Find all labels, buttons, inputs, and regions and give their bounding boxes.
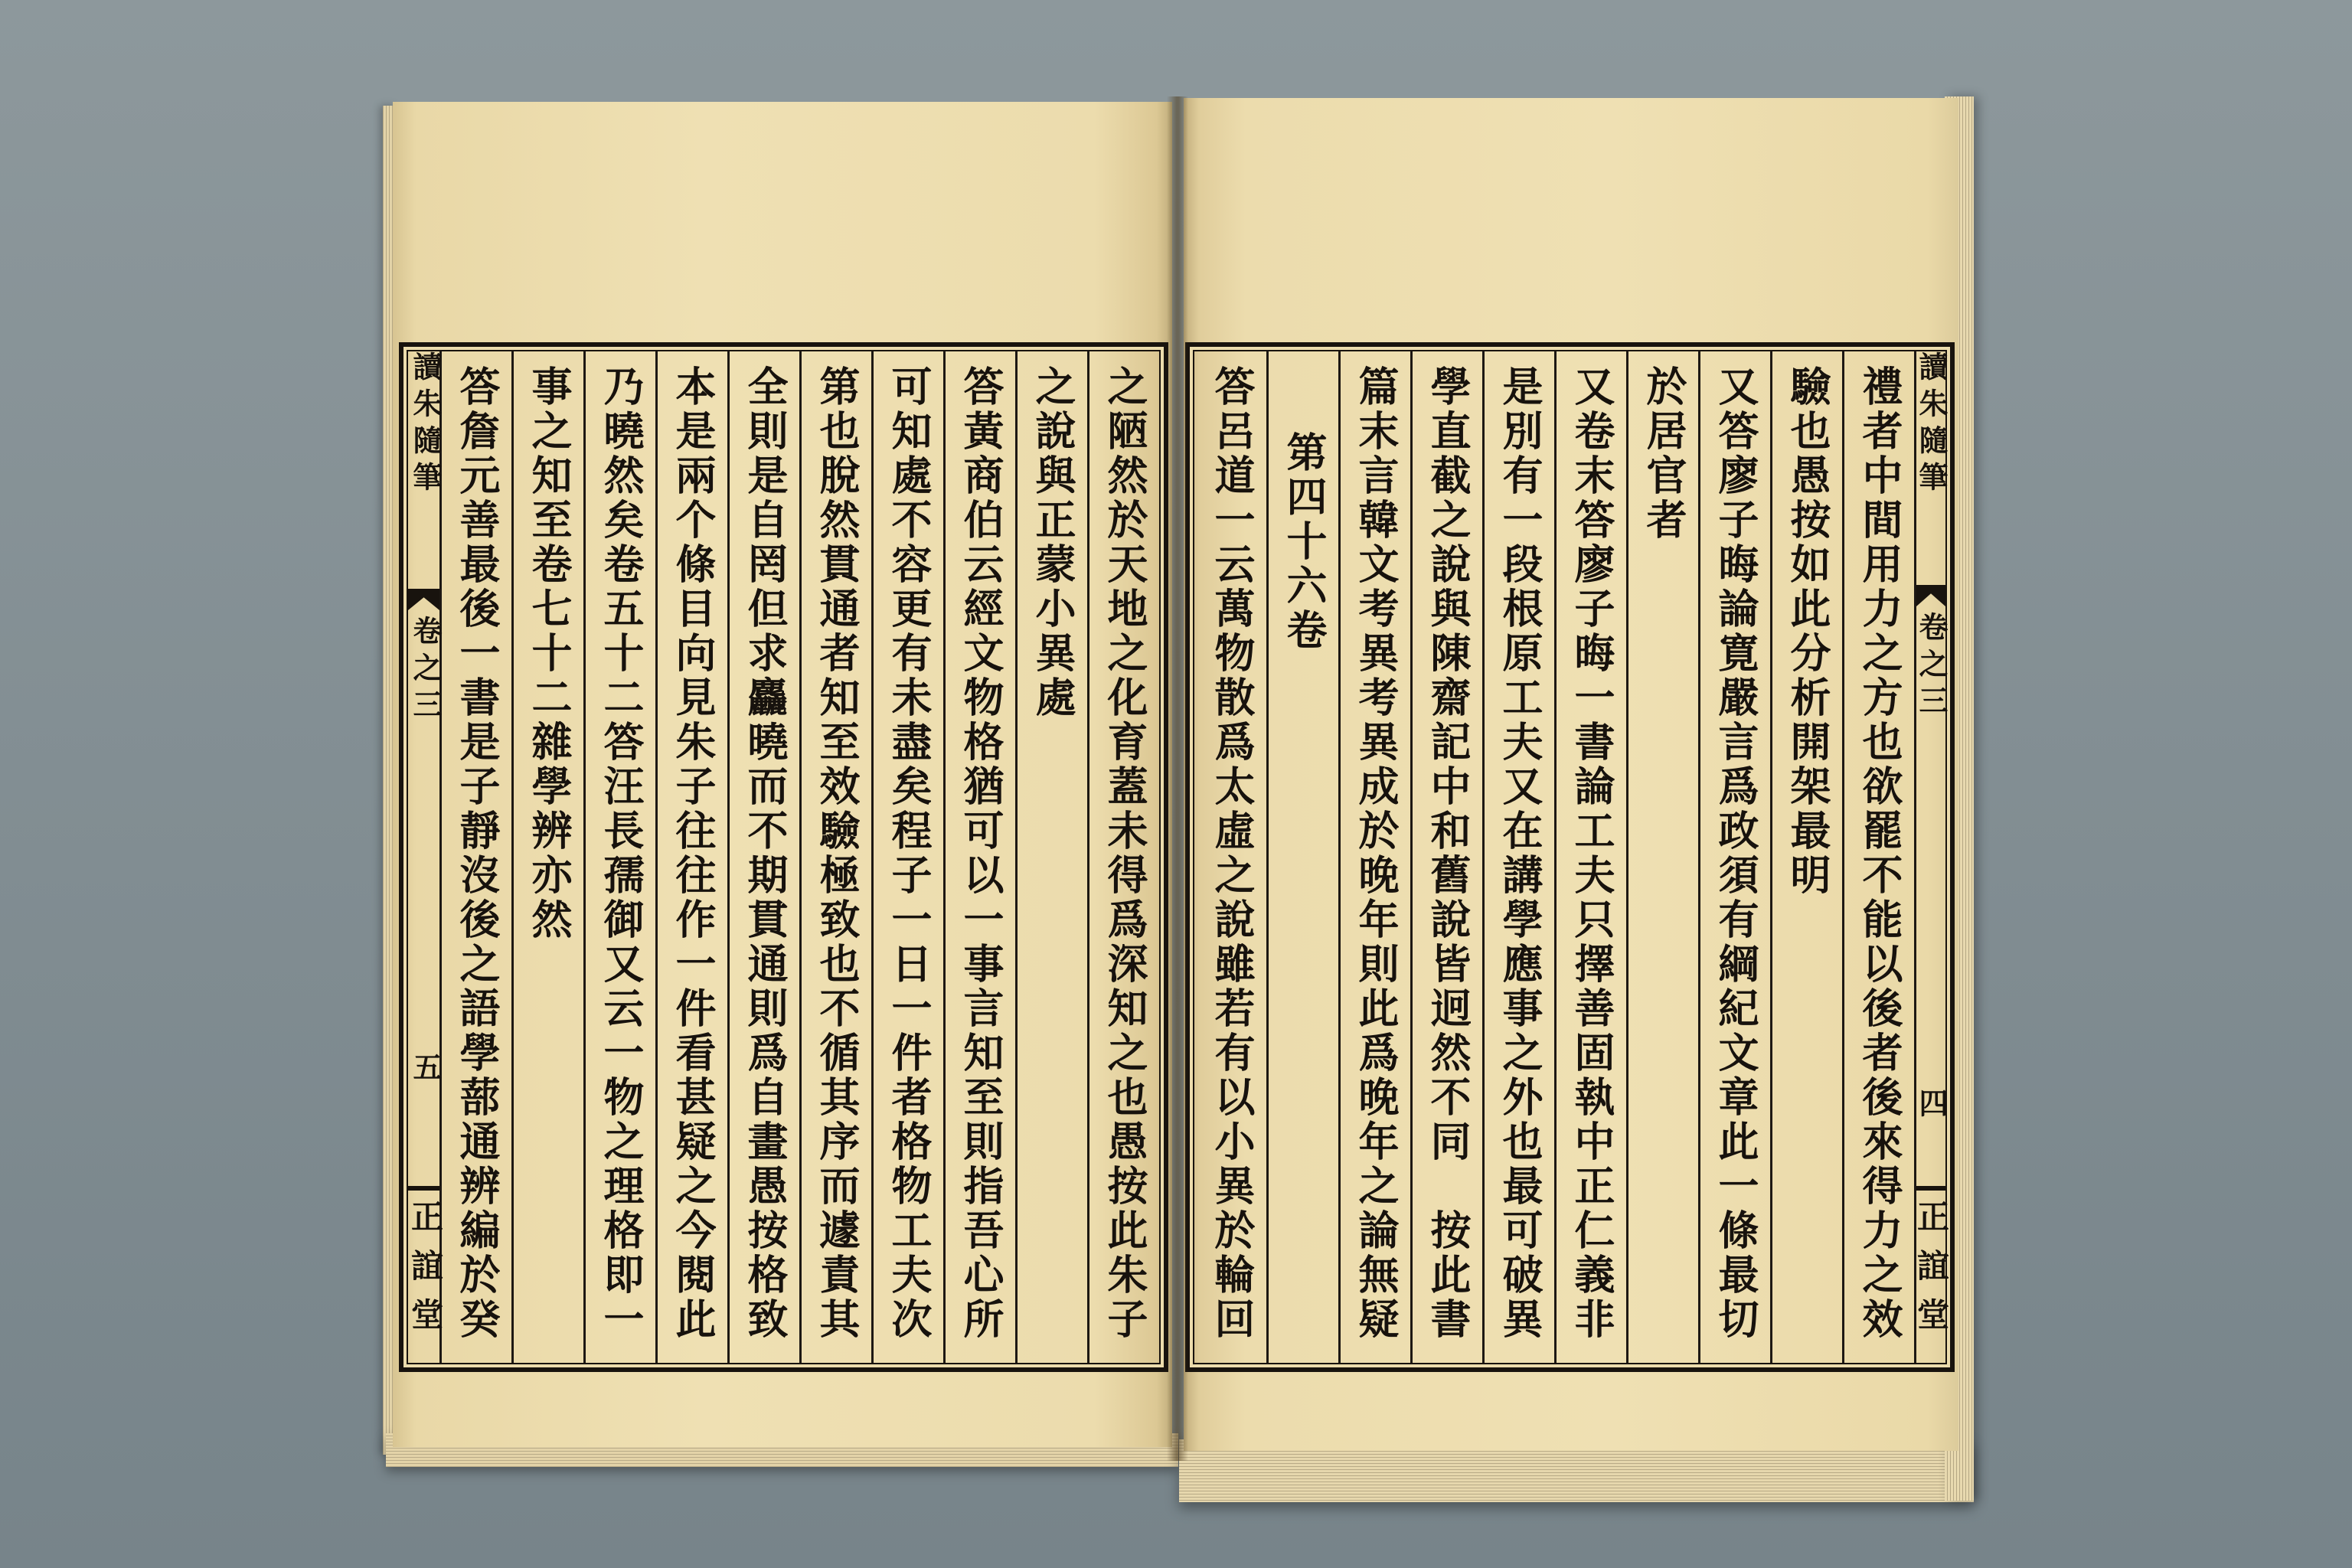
column-text: 事之知至卷七十二雜學辨亦然 [525,365,573,942]
column-text: 全則是自罔但求麤曉而不期貫通則爲自畫愚按格致 [741,365,789,1342]
fishtail-mark-icon [408,589,439,610]
text-column [1626,351,1698,1363]
text-column [1015,351,1087,1363]
text-column [583,351,655,1363]
left-page-fold-column [407,351,444,1363]
fold-publisher: 正誼堂 [407,1200,444,1347]
right-page-columns [1194,351,1950,1363]
text-column [655,351,727,1363]
text-column [1698,351,1770,1363]
column-text: 驗也愚按如此分析開架最明 [1784,365,1831,898]
column-text: 乃曉然矣卷五十二答汪長孺御又云一物之理格即一 [597,365,645,1342]
text-column [1087,351,1159,1363]
text-column [799,351,871,1363]
fold-divider [1916,1186,1945,1191]
text-column-chapter-heading [1266,351,1338,1363]
fold-leaf-number: 五 [408,1052,443,1089]
fold-publisher: 正誼堂 [1913,1200,1950,1347]
column-text: 之說與正蒙小異處 [1029,365,1076,720]
fishtail-mark-icon [1916,585,1945,606]
fold-leaf-number: 四 [1914,1088,1949,1125]
text-column [1338,351,1410,1363]
text-column [439,351,511,1363]
right-page [1184,98,1958,1451]
book-spine-gutter [1167,96,1188,1461]
chapter-heading: 第四十六卷 [1280,431,1328,653]
fold-book-title: 讀朱隨筆 [1914,351,1949,498]
column-text: 又答廖子晦論寛嚴言爲政須有綱紀文章此一條最切 [1712,365,1759,1342]
text-column [1842,351,1914,1363]
column-text: 是別有一段根原工夫又在講學應事之外也最可破異 [1496,365,1544,1342]
left-page [393,102,1172,1447]
left-page-columns [408,351,1159,1363]
text-column [871,351,943,1363]
column-text: 第也脫然貫通者知至效驗極致也不循其序而遽責其 [813,365,861,1342]
column-text: 學直截之說與陳齋記中和舊說皆迥然不同 按此書 [1424,365,1472,1342]
column-text: 禮者中間用力之方也欲罷不能以後者後來得力之效 [1856,365,1903,1342]
text-column [943,351,1015,1363]
column-text: 篇末言韓文考異考異成於晚年則此爲晚年之論無疑 [1352,365,1400,1342]
left-page-text-frame [399,342,1168,1372]
text-column [1194,351,1266,1363]
text-column [1410,351,1482,1363]
column-text: 於居官者 [1640,365,1687,543]
text-column [727,351,799,1363]
column-text: 本是兩个條目向見朱子往往作一件看甚疑之今閱此 [669,365,717,1342]
text-column [511,351,583,1363]
column-text: 答黃商伯云經文物格猶可以一事言知至則指吾心所 [957,365,1004,1342]
column-text: 可知處不容更有未盡矣程子一日一件者格物工夫次 [885,365,933,1342]
text-column [1482,351,1554,1363]
column-text: 答呂道一云萬物散爲太虛之說雖若有以小異於輪回 [1208,365,1256,1342]
right-page-fold-column [1913,351,1950,1363]
text-column [1554,351,1626,1363]
text-column [1770,351,1842,1363]
column-text: 答詹元善最後一書是子靜沒後之語學蔀通辨編於癸 [453,365,501,1342]
fold-volume: 卷之三 [408,616,443,726]
fold-volume: 卷之三 [1914,612,1949,722]
fold-book-title: 讀朱隨筆 [408,351,443,498]
column-text: 又卷末答廖子晦一書論工夫只擇善固執中正仁義非 [1568,365,1615,1342]
column-text: 之陋然於天地之化育蓋未得爲深知之也愚按此朱子 [1101,365,1148,1342]
fold-divider [408,1186,439,1191]
right-page-text-frame [1185,342,1955,1372]
